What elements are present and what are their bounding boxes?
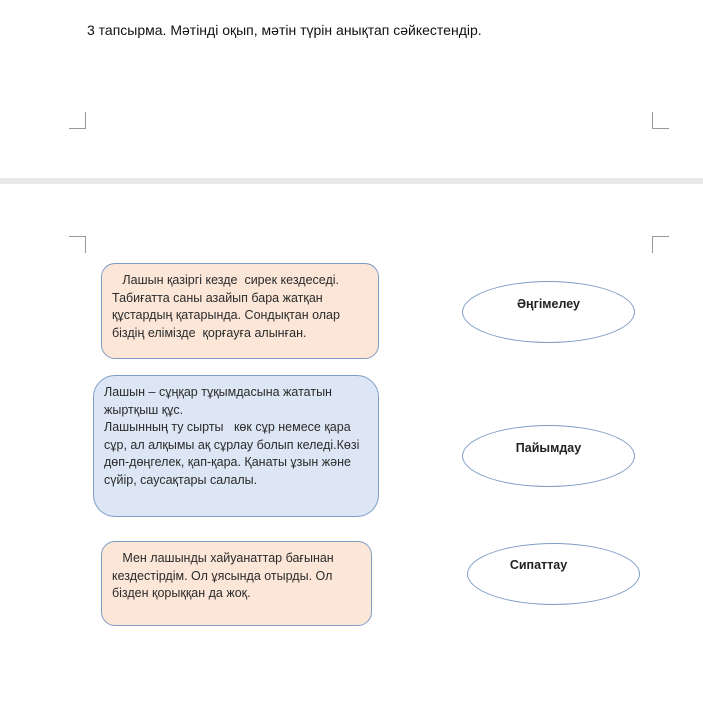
- margin-mark-right: [652, 236, 669, 253]
- margin-mark-left: [69, 112, 86, 129]
- text-type-label: Сипаттау: [509, 558, 568, 572]
- text-type-oval-3[interactable]: [467, 543, 640, 605]
- text-type-label: Әңгімелеу: [516, 297, 581, 311]
- text-type-oval-2[interactable]: [462, 425, 635, 487]
- task-title: 3 тапсырма. Мәтінді оқып, мәтін түрін анықтап сәйкестендір.: [87, 22, 482, 38]
- text-type-label: Пайымдау: [515, 441, 582, 455]
- margin-mark-left: [69, 236, 86, 253]
- text-box-2: Лашын – сұңқар тұқымдасына жататын жыртқыш құс. Лашынның ту сырты көк сұр немесе қара сұр, ал алқымы ақ сұрлау болып келеді.Көзі дөп-дөңгелек, қап-қара. Қанаты ұзын және сүйір, саусақтары салалы.: [93, 375, 379, 517]
- text-box-1: Лашын қазіргі кезде сирек кездеседі. Табиғатта саны азайып бара жатқан құстардың қатарында. Сондықтан олар біздің елімізде қорғауға алынған.: [101, 263, 379, 359]
- margin-mark-right: [652, 112, 669, 129]
- text-type-oval-1[interactable]: [462, 281, 635, 343]
- text-box-3: Мен лашынды хайуанаттар бағынан кездестірдім. Ол ұясында отырды. Ол бізден қорыққан да жоқ.: [101, 541, 372, 626]
- page-break: [0, 178, 703, 184]
